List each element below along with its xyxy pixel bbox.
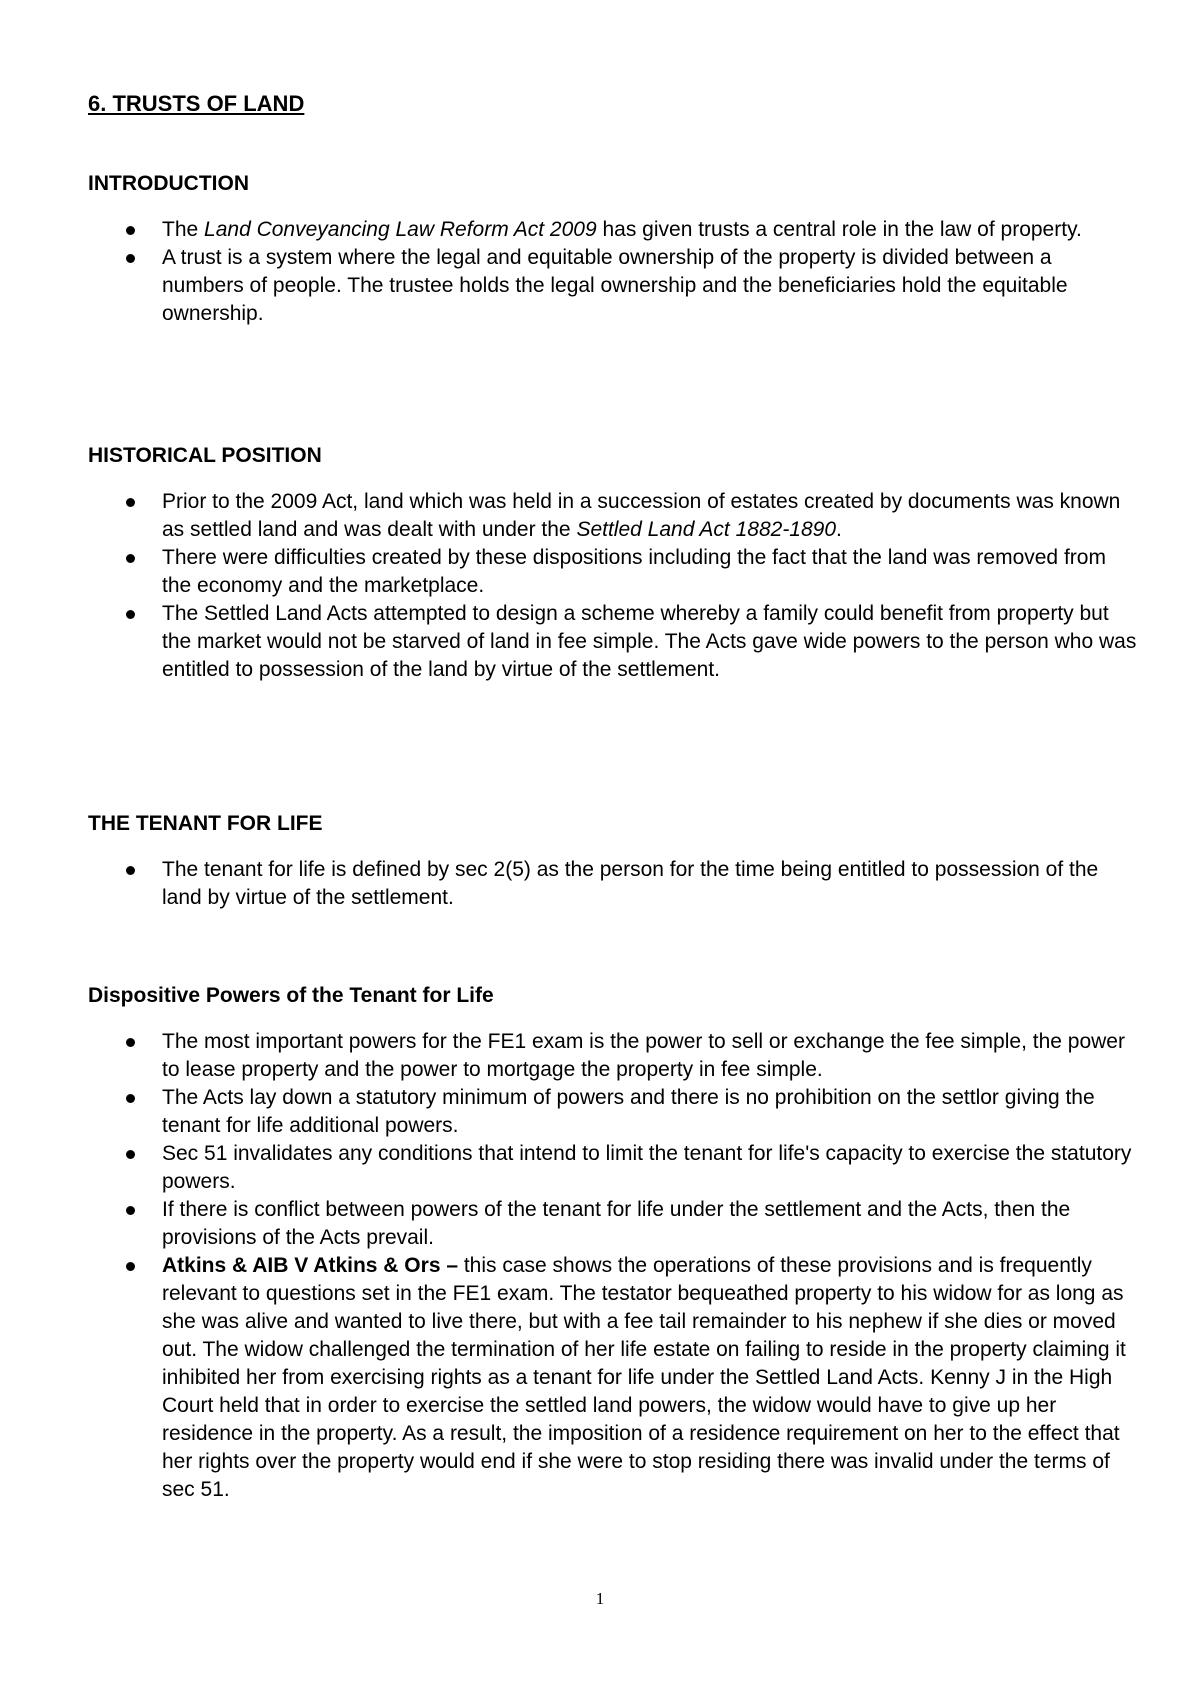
list-item — [88, 216, 1138, 244]
list-item-text: The most important powers for the FE1 exam is the power to sell or exchange the fee simple, the power to lease property and the power to mortgage the property in fee simple. — [162, 1030, 1125, 1081]
list-item-text: this case shows the operations of these provisions and is frequently relevant to questions set in the FE1 exam. The testator bequeathed property to his widow for as long as she was alive and wanted to live there, but with a fee tail remainder to his nephew if she dies or moved out. The widow challenged the termination of her life estate on failing to reside in the property claiming it inhibited her from exercising rights as a tenant for life under the Settled Land Acts. Kenny J in the High Court held that in order to exercise the settled land powers, the widow would have to give up her residence in the property. As a result, the imposition of a residence requirement on her to the effect that her rights over the property would end if she were to stop residing there was invalid under the terms of sec 51. — [162, 1254, 1126, 1501]
bullet-icon — [126, 1038, 135, 1047]
section-introduction — [88, 170, 1138, 328]
bullet-icon — [126, 866, 135, 875]
section-historical-position — [88, 442, 1138, 684]
list-item — [88, 244, 1138, 328]
bullet-list — [88, 216, 1138, 328]
bullet-icon — [126, 1094, 135, 1103]
list-item — [88, 600, 1138, 684]
bullet-icon — [126, 1206, 135, 1215]
list-item-text: The Settled Land Acts attempted to design a scheme whereby a family could benefit from property but the market would not be starved of land in fee simple. The Acts gave wide powers to the person who was entitled to possession of the land by virtue of the settlement. — [162, 602, 1137, 681]
bullet-icon — [126, 226, 135, 235]
list-item-text: The — [162, 218, 205, 241]
bullet-icon — [126, 254, 135, 263]
list-item — [88, 544, 1138, 600]
list-item-text: If there is conflict between powers of the tenant for life under the settlement and the Acts, then the provisions of the Acts prevail. — [162, 1198, 1071, 1249]
act-citation: Settled Land Act 1882-1890 — [576, 518, 837, 541]
section-dispositive-powers — [88, 982, 1138, 1504]
bullet-icon — [126, 1262, 135, 1271]
list-item — [88, 1028, 1138, 1084]
section-heading: INTRODUCTION — [88, 172, 249, 195]
bullet-list — [88, 856, 1138, 912]
list-item — [88, 1196, 1138, 1252]
bullet-icon — [126, 498, 135, 507]
list-item-text: The Acts lay down a statutory minimum of powers and there is no prohibition on the settlor giving the tenant for life additional powers. — [162, 1086, 1095, 1137]
list-item — [88, 856, 1138, 912]
bullet-icon — [126, 1150, 135, 1159]
bullet-list — [88, 1028, 1138, 1504]
list-item-text: There were difficulties created by these dispositions including the fact that the land was removed from the economy and the marketplace. — [162, 546, 1106, 597]
list-item-text: Sec 51 invalidates any conditions that intend to limit the tenant for life's capacity to exercise the statutory powers. — [162, 1142, 1132, 1193]
page-title: 6. TRUSTS OF LAND — [88, 91, 305, 116]
list-item — [88, 488, 1138, 544]
list-item — [88, 1084, 1138, 1140]
list-item-text: A trust is a system where the legal and equitable ownership of the property is divided between a numbers of people. The trustee holds the legal ownership and the beneficiaries hold the equitable ownership. — [162, 246, 1068, 325]
bullet-icon — [126, 610, 135, 619]
act-citation: Land Conveyancing Law Reform Act 2009 — [204, 218, 597, 241]
list-item — [88, 1140, 1138, 1196]
list-item-text: has given trusts a central role in the law of property. — [596, 218, 1082, 241]
section-heading: THE TENANT FOR LIFE — [88, 812, 323, 835]
list-item-text: Prior to the 2009 Act, land which was held in a succession of estates created by documents was known as settled land and was dealt with under the — [162, 490, 1121, 541]
list-item-text: . — [836, 518, 842, 541]
section-heading: HISTORICAL POSITION — [88, 444, 322, 467]
list-item — [88, 1252, 1138, 1504]
case-name: Atkins & AIB V Atkins & Ors – — [162, 1254, 459, 1277]
section-heading: Dispositive Powers of the Tenant for Life — [88, 984, 494, 1007]
section-tenant-for-life — [88, 810, 1138, 912]
list-item-text: The tenant for life is defined by sec 2(5) as the person for the time being entitled to possession of the land by virtue of the settlement. — [162, 858, 1099, 909]
bullet-list — [88, 488, 1138, 684]
bullet-icon — [126, 554, 135, 563]
page-number: 1 — [595, 1589, 605, 1608]
